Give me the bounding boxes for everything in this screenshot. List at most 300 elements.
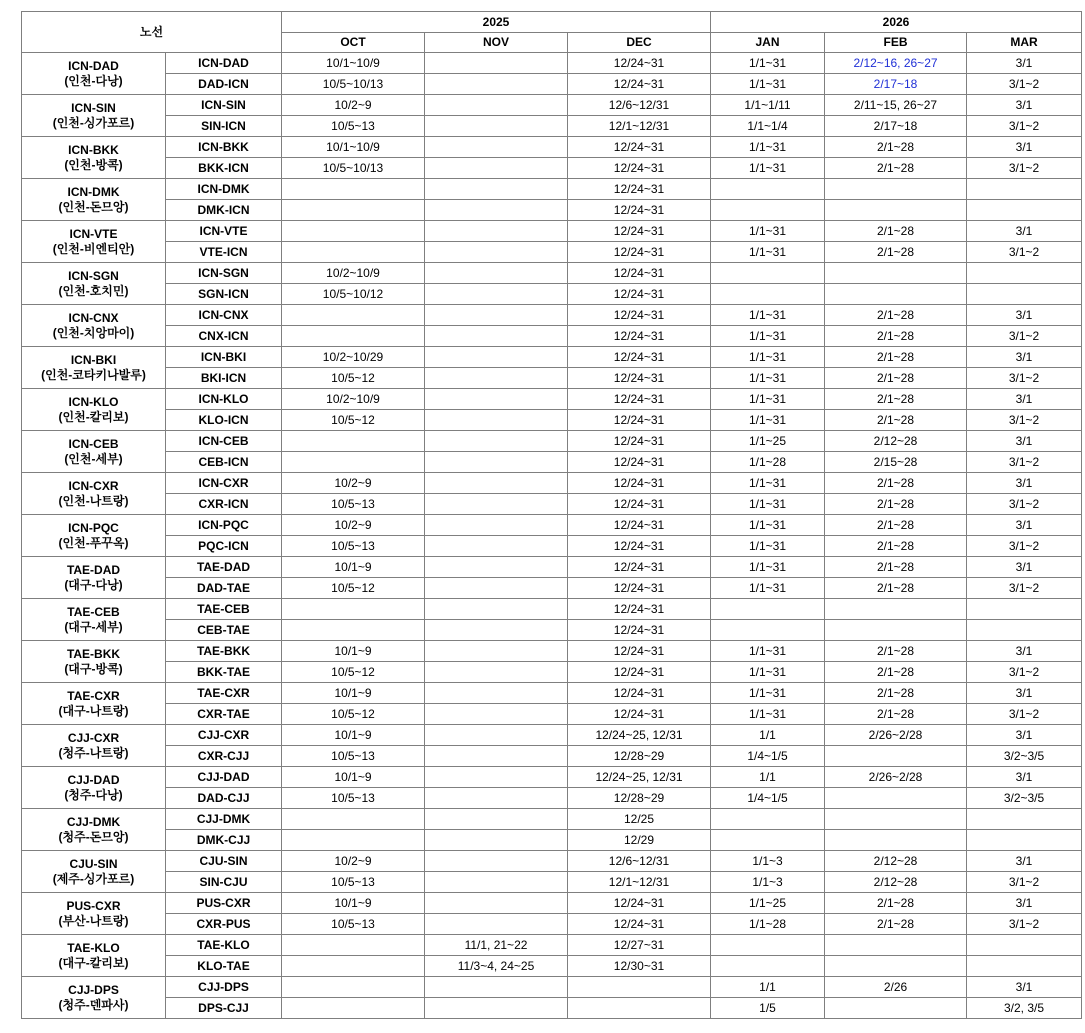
date-cell-jan: 1/1~31: [711, 158, 825, 179]
date-cell-jan: [711, 620, 825, 641]
date-cell-oct: [282, 956, 425, 977]
date-cell-dec: 12/24~31: [568, 578, 711, 599]
date-cell-mar: 3/1~2: [967, 74, 1082, 95]
date-cell-mar: 3/1: [967, 851, 1082, 872]
direction-cell: ICN-BKK: [166, 137, 282, 158]
date-cell-mar: 3/1: [967, 515, 1082, 536]
date-cell-jan: [711, 935, 825, 956]
date-cell-dec: 12/1~12/31: [568, 116, 711, 137]
route-name-cell: [22, 851, 166, 893]
date-cell-jan: [711, 179, 825, 200]
table-row: [22, 956, 1082, 977]
date-cell-oct: [282, 998, 425, 1019]
route-code: ICN-SGN: [68, 268, 119, 283]
direction-cell: DMK-CJJ: [166, 830, 282, 851]
direction-cell: ICN-CEB: [166, 431, 282, 452]
date-cell-oct: 10/5~13: [282, 788, 425, 809]
date-cell-feb: 2/1~28: [825, 662, 967, 683]
date-cell-nov: [425, 95, 568, 116]
date-cell-dec: 12/28~29: [568, 788, 711, 809]
date-cell-oct: [282, 830, 425, 851]
date-cell-mar: 3/1~2: [967, 242, 1082, 263]
date-cell-nov: [425, 788, 568, 809]
route-code: ICN-SIN: [71, 100, 116, 115]
date-cell-nov: [425, 998, 568, 1019]
route-code: TAE-CEB: [67, 604, 120, 619]
table-row: [22, 242, 1082, 263]
date-cell-feb: 2/12~28: [825, 431, 967, 452]
direction-cell: ICN-SGN: [166, 263, 282, 284]
date-cell-jan: 1/1~31: [711, 494, 825, 515]
route-name-cell: [22, 725, 166, 767]
date-cell-feb: 2/1~28: [825, 704, 967, 725]
date-cell-jan: [711, 599, 825, 620]
route-code: CJJ-DPS: [68, 982, 119, 997]
date-cell-nov: 11/1, 21~22: [425, 935, 568, 956]
table-row: [22, 452, 1082, 473]
date-cell-dec: 12/24~31: [568, 389, 711, 410]
route-code: CJJ-DMK: [66, 814, 121, 829]
date-cell-jan: 1/1~1/4: [711, 116, 825, 137]
route-korean-name: (인천-호치민): [58, 283, 129, 298]
route-korean-name: (대구-다낭): [64, 577, 123, 592]
date-cell-mar: 3/1: [967, 431, 1082, 452]
date-cell-jan: 1/1~31: [711, 137, 825, 158]
route-korean-name: (청주-돈므앙): [58, 829, 129, 844]
date-cell-nov: [425, 473, 568, 494]
date-cell-nov: [425, 830, 568, 851]
date-cell-mar: 3/1: [967, 221, 1082, 242]
table-row: [22, 578, 1082, 599]
date-cell-nov: [425, 851, 568, 872]
date-cell-jan: 1/1~3: [711, 872, 825, 893]
schedule-body: [22, 53, 1082, 1019]
date-cell-jan: 1/1: [711, 977, 825, 998]
date-cell-jan: 1/1~28: [711, 914, 825, 935]
direction-cell: ICN-CNX: [166, 305, 282, 326]
date-cell-oct: 10/5~12: [282, 410, 425, 431]
date-cell-feb: 2/1~28: [825, 536, 967, 557]
date-cell-nov: [425, 746, 568, 767]
month-header-feb: FEB: [825, 33, 967, 53]
date-cell-nov: [425, 452, 568, 473]
direction-cell: SGN-ICN: [166, 284, 282, 305]
date-cell-dec: 12/24~31: [568, 410, 711, 431]
date-cell-oct: [282, 935, 425, 956]
date-cell-jan: [711, 956, 825, 977]
date-cell-oct: 10/2~9: [282, 851, 425, 872]
date-cell-nov: [425, 158, 568, 179]
table-row: [22, 473, 1082, 494]
date-cell-oct: 10/5~13: [282, 914, 425, 935]
table-row: [22, 893, 1082, 914]
date-cell-dec: 12/24~31: [568, 368, 711, 389]
direction-cell: ICN-BKI: [166, 347, 282, 368]
date-cell-feb: 2/1~28: [825, 578, 967, 599]
date-cell-mar: 3/1: [967, 137, 1082, 158]
date-cell-feb: 2/1~28: [825, 137, 967, 158]
route-name-cell: [22, 305, 166, 347]
date-cell-mar: 3/1: [967, 725, 1082, 746]
route-korean-name: (인천-푸꾸옥): [58, 535, 129, 550]
date-cell-feb: 2/26~2/28: [825, 767, 967, 788]
date-cell-oct: [282, 809, 425, 830]
month-header-nov: NOV: [425, 33, 568, 53]
route-code: ICN-DAD: [68, 58, 119, 73]
date-cell-jan: 1/1~25: [711, 893, 825, 914]
route-korean-name: (인천-방콕): [64, 157, 123, 172]
route-korean-name: (인천-다낭): [64, 73, 123, 88]
date-cell-nov: [425, 389, 568, 410]
date-cell-mar: 3/1: [967, 893, 1082, 914]
table-row: [22, 368, 1082, 389]
date-cell-feb: 2/1~28: [825, 641, 967, 662]
route-korean-name: (대구-세부): [64, 619, 123, 634]
route-name-cell: [22, 263, 166, 305]
table-row: [22, 641, 1082, 662]
direction-cell: CEB-TAE: [166, 620, 282, 641]
date-cell-feb: 2/1~28: [825, 347, 967, 368]
direction-cell: TAE-CEB: [166, 599, 282, 620]
date-cell-dec: 12/24~31: [568, 494, 711, 515]
date-cell-oct: 10/5~13: [282, 746, 425, 767]
date-cell-oct: 10/1~9: [282, 557, 425, 578]
direction-cell: DAD-CJJ: [166, 788, 282, 809]
table-row: [22, 935, 1082, 956]
table-row: [22, 116, 1082, 137]
date-cell-dec: 12/24~31: [568, 536, 711, 557]
route-korean-name: (인천-싱가포르): [52, 115, 135, 130]
date-cell-feb: [825, 263, 967, 284]
route-header: 노선: [22, 12, 282, 53]
date-cell-nov: [425, 305, 568, 326]
date-cell-feb: 2/12~16, 26~27: [825, 53, 967, 74]
direction-cell: SIN-CJU: [166, 872, 282, 893]
date-cell-dec: 12/24~31: [568, 53, 711, 74]
route-korean-name: (부산-나트랑): [58, 913, 129, 928]
date-cell-jan: 1/1~31: [711, 389, 825, 410]
route-korean-name: (인천-칼리보): [58, 409, 129, 424]
date-cell-jan: 1/1~28: [711, 452, 825, 473]
date-cell-feb: 2/1~28: [825, 242, 967, 263]
route-name-cell: [22, 893, 166, 935]
date-cell-feb: [825, 830, 967, 851]
date-cell-oct: 10/5~12: [282, 368, 425, 389]
date-cell-jan: 1/1~31: [711, 368, 825, 389]
date-cell-dec: 12/6~12/31: [568, 95, 711, 116]
direction-cell: CXR-PUS: [166, 914, 282, 935]
direction-cell: DPS-CJJ: [166, 998, 282, 1019]
date-cell-dec: 12/24~31: [568, 305, 711, 326]
route-name-cell: [22, 977, 166, 1019]
table-row: [22, 515, 1082, 536]
date-cell-oct: 10/2~10/9: [282, 263, 425, 284]
date-cell-oct: 10/2~9: [282, 473, 425, 494]
table-row: [22, 809, 1082, 830]
route-korean-name: (인천-코타키나발루): [41, 367, 146, 382]
date-cell-mar: 3/1: [967, 53, 1082, 74]
date-cell-jan: 1/1~31: [711, 683, 825, 704]
table-row: [22, 683, 1082, 704]
route-code: TAE-CXR: [67, 688, 120, 703]
route-korean-name: (대구-나트랑): [58, 703, 129, 718]
date-cell-dec: 12/24~31: [568, 515, 711, 536]
table-row: [22, 725, 1082, 746]
date-cell-dec: 12/24~31: [568, 599, 711, 620]
date-cell-nov: [425, 599, 568, 620]
date-cell-feb: 2/1~28: [825, 389, 967, 410]
route-code: ICN-VTE: [69, 226, 118, 241]
table-row: [22, 872, 1082, 893]
date-cell-dec: 12/25: [568, 809, 711, 830]
route-korean-name: (인천-비엔티안): [52, 241, 135, 256]
date-cell-oct: 10/5~13: [282, 872, 425, 893]
route-code: ICN-PQC: [68, 520, 119, 535]
date-cell-dec: [568, 977, 711, 998]
table-row: [22, 599, 1082, 620]
table-row: [22, 53, 1082, 74]
date-cell-feb: 2/1~28: [825, 410, 967, 431]
date-cell-dec: 12/24~31: [568, 242, 711, 263]
year-header-row: [22, 12, 1082, 33]
route-code: CJU-SIN: [69, 856, 118, 871]
route-name-cell: [22, 641, 166, 683]
date-cell-nov: [425, 53, 568, 74]
date-cell-oct: 10/1~10/9: [282, 137, 425, 158]
direction-cell: BKI-ICN: [166, 368, 282, 389]
date-cell-feb: 2/1~28: [825, 914, 967, 935]
date-cell-jan: [711, 284, 825, 305]
table-row: [22, 620, 1082, 641]
date-cell-feb: 2/12~28: [825, 872, 967, 893]
route-name-cell: [22, 389, 166, 431]
month-header-dec: DEC: [568, 33, 711, 53]
date-cell-dec: [568, 998, 711, 1019]
date-cell-oct: 10/2~10/29: [282, 347, 425, 368]
date-cell-oct: 10/1~9: [282, 893, 425, 914]
date-cell-mar: 3/1: [967, 473, 1082, 494]
date-cell-feb: [825, 809, 967, 830]
date-cell-jan: 1/1~31: [711, 305, 825, 326]
route-code: ICN-CEB: [68, 436, 119, 451]
date-cell-jan: 1/1: [711, 725, 825, 746]
month-header-oct: OCT: [282, 33, 425, 53]
table-row: [22, 200, 1082, 221]
date-cell-nov: [425, 179, 568, 200]
date-cell-dec: 12/24~31: [568, 557, 711, 578]
date-cell-nov: [425, 641, 568, 662]
date-cell-oct: [282, 200, 425, 221]
table-row: [22, 305, 1082, 326]
date-cell-oct: [282, 221, 425, 242]
table-row: [22, 746, 1082, 767]
date-cell-nov: [425, 200, 568, 221]
table-row: [22, 557, 1082, 578]
date-cell-oct: 10/5~12: [282, 578, 425, 599]
route-name-cell: [22, 137, 166, 179]
date-cell-jan: 1/1~31: [711, 326, 825, 347]
date-cell-mar: [967, 620, 1082, 641]
table-row: [22, 137, 1082, 158]
date-cell-jan: 1/1~31: [711, 74, 825, 95]
date-cell-dec: 12/24~31: [568, 263, 711, 284]
date-cell-feb: [825, 620, 967, 641]
date-cell-nov: [425, 683, 568, 704]
date-cell-feb: [825, 599, 967, 620]
date-cell-nov: [425, 620, 568, 641]
date-cell-feb: 2/1~28: [825, 893, 967, 914]
date-cell-mar: 3/1~2: [967, 914, 1082, 935]
route-code: CJJ-CXR: [67, 730, 120, 745]
table-row: [22, 977, 1082, 998]
route-name-cell: [22, 431, 166, 473]
table-row: [22, 326, 1082, 347]
date-cell-nov: [425, 536, 568, 557]
date-cell-feb: 2/1~28: [825, 515, 967, 536]
direction-cell: KLO-TAE: [166, 956, 282, 977]
date-cell-feb: 2/1~28: [825, 557, 967, 578]
date-cell-oct: 10/2~9: [282, 95, 425, 116]
year-2026-header: 2026: [711, 12, 1082, 33]
date-cell-mar: [967, 599, 1082, 620]
date-cell-jan: 1/1~3: [711, 851, 825, 872]
route-name-cell: [22, 935, 166, 977]
date-cell-mar: 3/1~2: [967, 536, 1082, 557]
date-cell-mar: 3/1: [967, 557, 1082, 578]
route-korean-name: (제주-싱가포르): [52, 871, 135, 886]
date-cell-dec: 12/24~31: [568, 683, 711, 704]
date-cell-mar: 3/1~2: [967, 494, 1082, 515]
date-cell-mar: 3/1: [967, 305, 1082, 326]
date-cell-oct: [282, 326, 425, 347]
date-cell-oct: 10/2~10/9: [282, 389, 425, 410]
route-name-cell: [22, 221, 166, 263]
date-cell-nov: [425, 221, 568, 242]
date-cell-dec: 12/24~31: [568, 200, 711, 221]
table-row: [22, 914, 1082, 935]
route-korean-name: (대구-칼리보): [58, 955, 129, 970]
date-cell-feb: 2/1~28: [825, 368, 967, 389]
date-cell-jan: 1/1~31: [711, 641, 825, 662]
date-cell-jan: [711, 830, 825, 851]
date-cell-mar: 3/1: [967, 767, 1082, 788]
direction-cell: CJJ-CXR: [166, 725, 282, 746]
date-cell-feb: 2/1~28: [825, 683, 967, 704]
route-name-cell: [22, 95, 166, 137]
date-cell-feb: [825, 200, 967, 221]
direction-cell: KLO-ICN: [166, 410, 282, 431]
date-cell-jan: 1/4~1/5: [711, 788, 825, 809]
route-name-cell: [22, 809, 166, 851]
date-cell-nov: [425, 347, 568, 368]
route-name-cell: [22, 473, 166, 515]
direction-cell: DMK-ICN: [166, 200, 282, 221]
direction-cell: CJJ-DMK: [166, 809, 282, 830]
date-cell-oct: 10/1~10/9: [282, 53, 425, 74]
date-cell-oct: [282, 242, 425, 263]
date-cell-oct: [282, 305, 425, 326]
date-cell-nov: [425, 662, 568, 683]
date-cell-mar: 3/1~2: [967, 326, 1082, 347]
route-korean-name: (인천-치앙마이): [52, 325, 135, 340]
date-cell-feb: [825, 956, 967, 977]
table-row: [22, 221, 1082, 242]
date-cell-dec: 12/24~31: [568, 452, 711, 473]
date-cell-nov: 11/3~4, 24~25: [425, 956, 568, 977]
month-header-jan: JAN: [711, 33, 825, 53]
date-cell-mar: 3/1: [967, 95, 1082, 116]
date-cell-dec: 12/24~31: [568, 662, 711, 683]
date-cell-dec: 12/24~31: [568, 620, 711, 641]
date-cell-feb: 2/1~28: [825, 494, 967, 515]
date-cell-mar: 3/2~3/5: [967, 788, 1082, 809]
date-cell-mar: [967, 956, 1082, 977]
route-code: TAE-KLO: [67, 940, 120, 955]
date-cell-oct: [282, 620, 425, 641]
route-code: CJJ-DAD: [67, 772, 120, 787]
table-row: [22, 830, 1082, 851]
date-cell-feb: 2/12~28: [825, 851, 967, 872]
date-cell-mar: [967, 809, 1082, 830]
date-cell-feb: 2/1~28: [825, 326, 967, 347]
route-korean-name: (청주-덴파사): [58, 997, 129, 1012]
date-cell-feb: 2/1~28: [825, 473, 967, 494]
direction-cell: PQC-ICN: [166, 536, 282, 557]
date-cell-mar: [967, 200, 1082, 221]
table-row: [22, 389, 1082, 410]
direction-cell: ICN-DMK: [166, 179, 282, 200]
date-cell-nov: [425, 431, 568, 452]
date-cell-dec: 12/24~25, 12/31: [568, 767, 711, 788]
date-cell-nov: [425, 368, 568, 389]
route-code: ICN-KLO: [68, 394, 119, 409]
date-cell-dec: 12/30~31: [568, 956, 711, 977]
date-cell-mar: 3/1: [967, 641, 1082, 662]
direction-cell: TAE-DAD: [166, 557, 282, 578]
date-cell-nov: [425, 494, 568, 515]
date-cell-mar: 3/1~2: [967, 872, 1082, 893]
date-cell-nov: [425, 410, 568, 431]
date-cell-mar: [967, 263, 1082, 284]
date-cell-mar: 3/2~3/5: [967, 746, 1082, 767]
direction-cell: DAD-TAE: [166, 578, 282, 599]
direction-cell: TAE-CXR: [166, 683, 282, 704]
date-cell-dec: 12/24~31: [568, 893, 711, 914]
date-cell-feb: 2/26~2/28: [825, 725, 967, 746]
direction-cell: ICN-SIN: [166, 95, 282, 116]
date-cell-oct: [282, 179, 425, 200]
date-cell-dec: 12/6~12/31: [568, 851, 711, 872]
route-code: TAE-DAD: [66, 562, 121, 577]
route-code: ICN-CNX: [68, 310, 119, 325]
table-row: [22, 431, 1082, 452]
date-cell-nov: [425, 914, 568, 935]
date-cell-jan: [711, 263, 825, 284]
date-cell-nov: [425, 704, 568, 725]
date-cell-nov: [425, 263, 568, 284]
date-cell-mar: 3/1: [967, 977, 1082, 998]
route-code: PUS-CXR: [66, 898, 121, 913]
date-cell-oct: 10/5~13: [282, 494, 425, 515]
date-cell-dec: 12/24~31: [568, 221, 711, 242]
date-cell-jan: 1/1~31: [711, 410, 825, 431]
route-code: ICN-CXR: [68, 478, 119, 493]
route-code: TAE-BKK: [66, 646, 121, 661]
date-cell-jan: 1/5: [711, 998, 825, 1019]
date-cell-dec: 12/24~25, 12/31: [568, 725, 711, 746]
date-cell-dec: 12/28~29: [568, 746, 711, 767]
direction-cell: SIN-ICN: [166, 116, 282, 137]
